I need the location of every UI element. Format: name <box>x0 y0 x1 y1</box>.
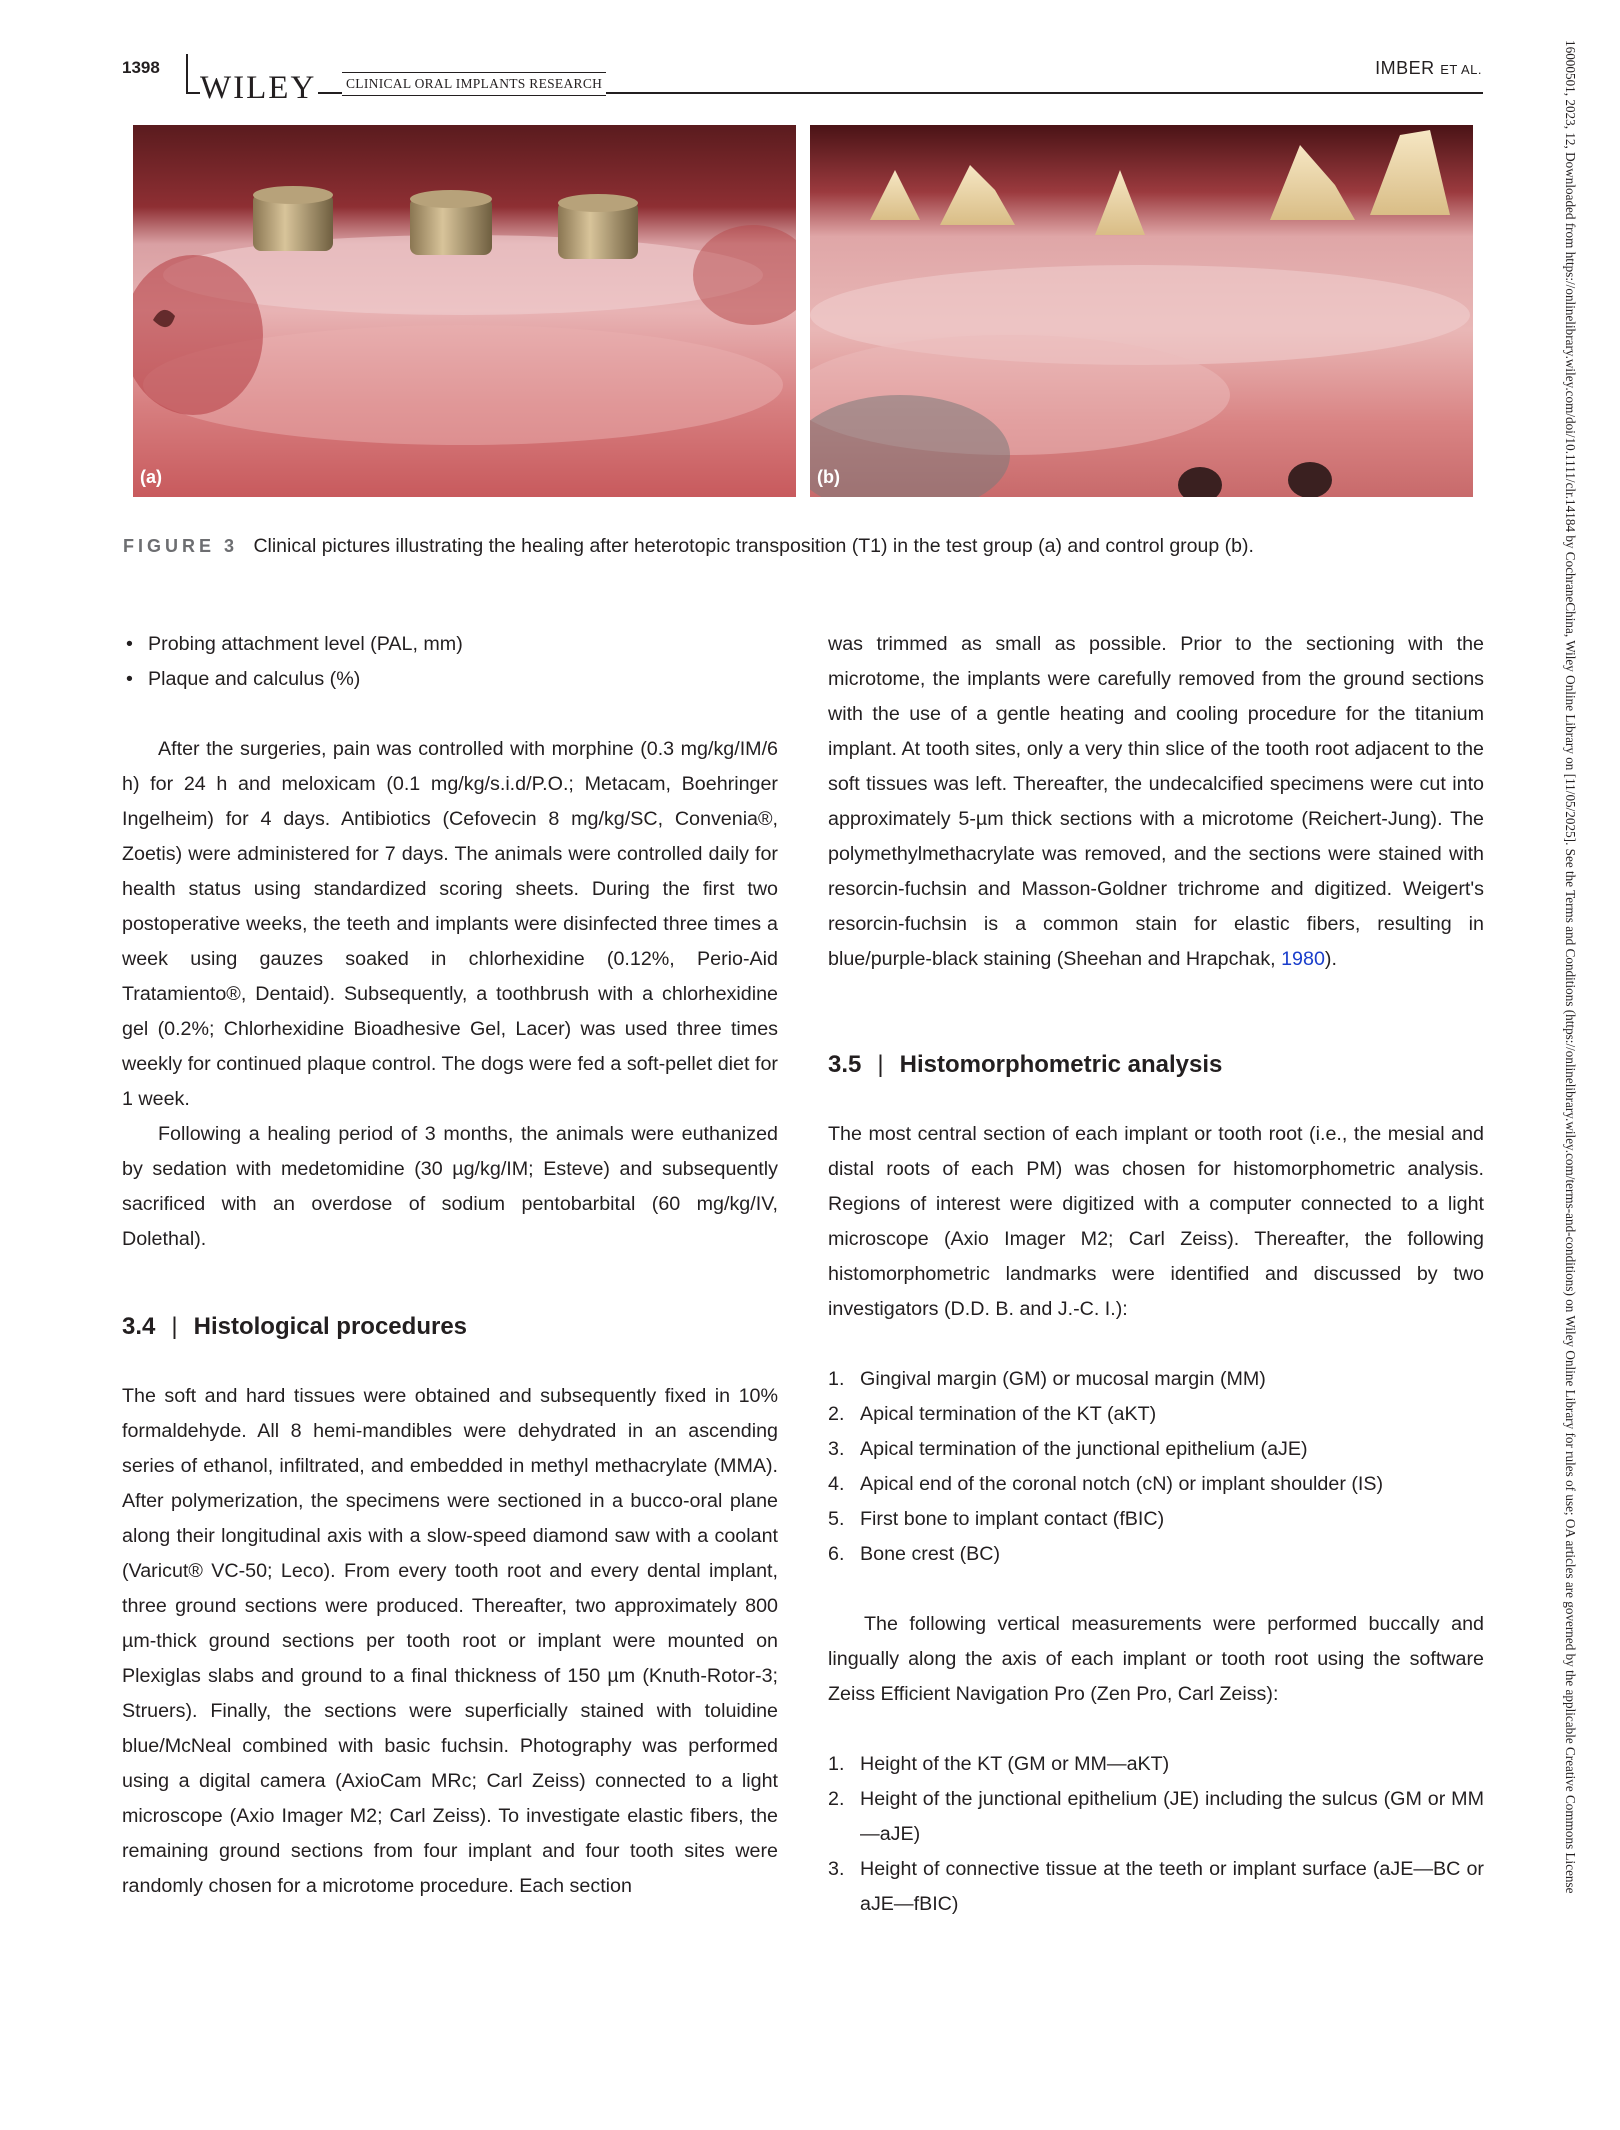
figure-photo-control-group <box>810 125 1473 497</box>
section-heading-3-5: 3.5 | Histomorphometric analysis <box>828 1051 1223 1078</box>
left-column <box>122 627 778 1904</box>
paragraph-pain-control: After the surgeries, pain was controlled with morphine (0.3 mg/kg/IM/6 h) for 24 h and meloxicam (0.1 mg/kg/s.i.d/P.O.; Metacam, Boehringer Ingelheim) for 4 days. Antibiotics (Cefovecin 8 mg/kg/SC, Convenia®, Zoetis) were administered for 7 days. The animals were controlled daily for health status using standardized scoring sheets. During the first two postoperative weeks, the teeth and implants were disinfected three times a week using gauzes soaked in chlorhexidine (0.12%, Perio-Aid Tratamiento®, Dentaid). Subsequently, a toothbrush with a chlorhexidine gel (0.2%; Chlorhexidine Bioadhesive Gel, Lacer) was used three times weekly for continued plaque control. The dogs were fed a soft-pellet diet for 1 week. <box>122 738 778 1110</box>
section-heading-3-4: 3.4 | Histological procedures <box>122 1313 468 1340</box>
page-number: 1398 <box>122 58 160 77</box>
list-item: 2. Apical termination of the KT (aKT) <box>828 1403 1157 1425</box>
paragraph-text: was trimmed as small as possible. Prior to the sectioning with the microtome, the implants were carefully removed from the ground sections with the use of a gentle heating and cooling procedure for the titanium implant. At tooth sites, only a very thin slice of the tooth root adjacent to the soft tissues was left. Thereafter, the undecalcified specimens were cut into approximately 5-µm thick sections with a microtome (Reichert-Jung). The polymethylmethacrylate was removed, and the sections were stained with resorcin-fuchsin and Masson-Goldner trichrome and digitized. Weigert's resorcin-fuchsin is a common stain for elastic fibers, resulting in blue/purple-black staining (Sheehan and Hrapchak, <box>828 633 1484 970</box>
paragraph-central-section: The most central section of each implant or tooth root (i.e., the mesial and distal roots of each PM) was chosen for histomorphometric analysis. Regions of interest were digitized with a computer connected to a light microscope (Axio Imager M2; Carl Zeiss). Thereafter, the following histomorphometric landmarks were identified and discussed by two investigators (D.D. B. and J.-C. I.): <box>828 1123 1484 1320</box>
running-suffix: ET AL. <box>1440 62 1482 77</box>
header-divider <box>186 54 188 94</box>
figure-caption-text: Clinical pictures illustrating the healing after heterotopic transposition (T1) in the test group (a) and control group (b). <box>253 535 1254 557</box>
panel-label-a: (a) <box>140 467 162 487</box>
right-column <box>828 627 1484 1922</box>
section-number: 3.5 <box>828 1051 862 1078</box>
figure-caption <box>123 532 1493 560</box>
running-author: IMBER <box>1375 58 1435 78</box>
figure-caption-label: FIGURE 3 <box>123 536 239 556</box>
list-item: 1. Gingival margin (GM) or mucosal margin (MM) <box>828 1368 1266 1390</box>
section-number: 3.4 <box>122 1313 156 1340</box>
journal-name: CLINICAL ORAL IMPLANTS RESEARCH <box>342 72 606 96</box>
citation-link[interactable]: 1980 <box>1281 948 1325 970</box>
running-head <box>1375 58 1482 79</box>
section-title: Histological procedures <box>193 1313 468 1340</box>
list-item: • Plaque and calculus (%) <box>122 662 778 697</box>
figure-photo-test-group <box>133 125 796 497</box>
list-item: • Probing attachment level (PAL, mm) <box>122 627 778 662</box>
panel-label-b: (b) <box>817 467 840 487</box>
paragraph-text-end: ). <box>1324 948 1337 970</box>
section-title: Histomorphometric analysis <box>899 1051 1223 1078</box>
list-item: 5. First bone to implant contact (fBIC) <box>828 1508 1165 1530</box>
clinical-photo-implants <box>133 125 796 497</box>
paragraph-healing-period: Following a healing period of 3 months, the animals were euthanized by sedation with medetomidine (30 µg/kg/IM; Esteve) and subsequently sacrificed with an overdose of sodium pentobarbital (60 mg/kg/IV, Dolethal). <box>122 1123 778 1250</box>
landmark-list <box>828 1362 1484 1572</box>
paragraph-measurements: The following vertical measurements were performed buccally and lingually along the axis of each implant or tooth root using the software Zeiss Efficient Navigation Pro (Zen Pro, Carl Zeiss): <box>828 1613 1484 1705</box>
list-item: 3. Apical termination of the junctional epithelium (aJE) <box>828 1438 1308 1460</box>
list-item: 4. Apical end of the coronal notch (cN) or implant shoulder (IS) <box>828 1473 1384 1495</box>
list-item: 2. Height of the junctional epithelium (JE) including the sulcus (GM or MM—aJE) <box>828 1788 1484 1845</box>
list-item: 1. Height of the KT (GM or MM—aKT) <box>828 1753 1170 1775</box>
paragraph-microtome <box>828 627 1484 977</box>
list-item: 6. Bone crest (BC) <box>828 1543 1001 1565</box>
measurement-list <box>828 1747 1484 1922</box>
outcome-bullet-list <box>122 627 778 697</box>
publisher-logo: WILEY <box>200 70 317 106</box>
download-license-note: 16000501, 2023, 12, Downloaded from https://onlinelibrary.wiley.com/doi/10.1111/clr.14184 by CochraneChina, Wiley Online Library on [11/05/2025]. See the Terms and Conditions (https://onlinelibrary.wiley.com/terms-and-conditions) on Wiley Online Library for rules of use; OA articles are governed by the applicable Creative Commons License <box>1563 40 1578 1894</box>
list-item: 3. Height of connective tissue at the teeth or implant surface (aJE—BC or aJE—fBIC) <box>828 1858 1484 1915</box>
clinical-photo-teeth <box>810 125 1473 497</box>
paragraph-histological-procedures: The soft and hard tissues were obtained and subsequently fixed in 10% formaldehyde. All 8 hemi-mandibles were dehydrated in an ascending series of ethanol, infiltrated, and embedded in methyl methacrylate (MMA). After polymerization, the specimens were sectioned in a bucco-oral plane along their longitudinal axis with a slow-speed diamond saw with a coolant (Varicut® VC-50; Leco). From every tooth root and every dental implant, three ground sections were produced. Thereafter, two approximately 800 µm-thick ground sections per tooth root or implant were mounted on Plexiglas slabs and ground to a final thickness of 150 µm (Knuth-Rotor-3; Struers). Finally, the sections were superficially stained with toluidine blue/McNeal combined with basic fuchsin. Photography was performed using a digital camera (AxioCam MRc; Carl Zeiss) connected to a light microscope (Axio Imager M2; Carl Zeiss). To investigate elastic fibers, the remaining ground sections from four implant and four tooth sites were randomly chosen for a microtome procedure. Each section <box>122 1385 778 1897</box>
